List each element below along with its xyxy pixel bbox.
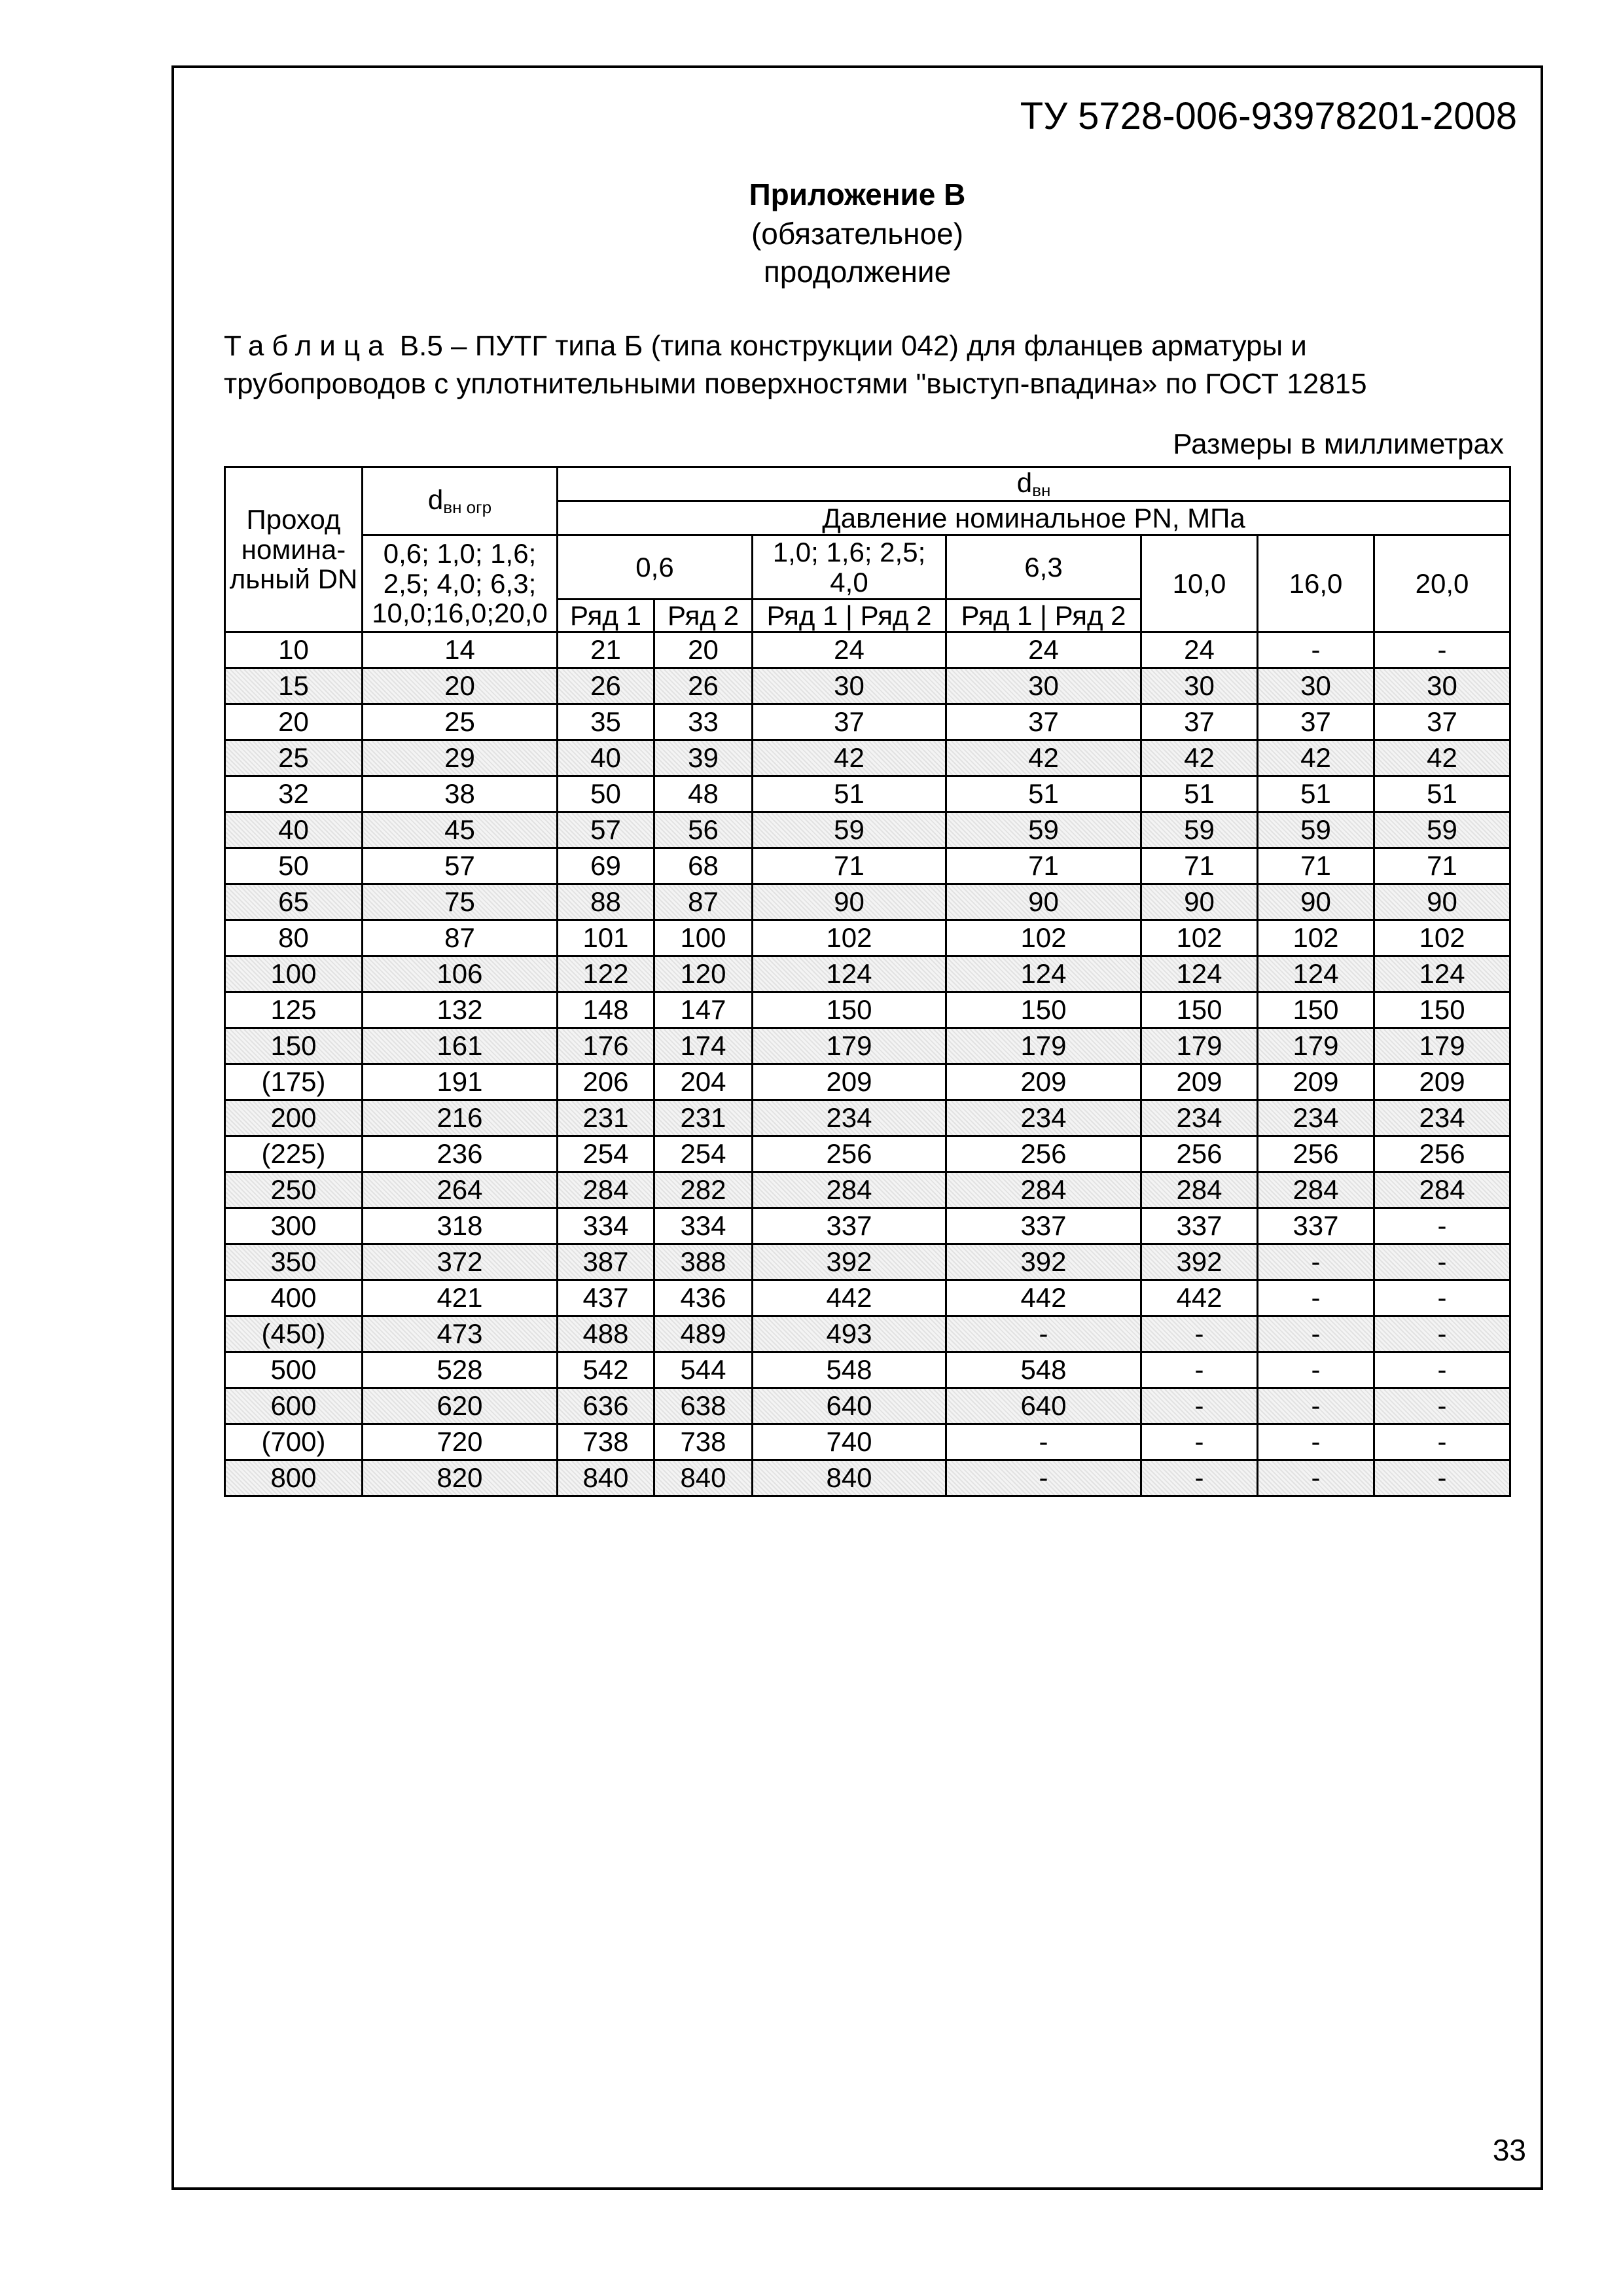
table-cell: 35 (558, 704, 654, 740)
table-cell: 20 (654, 632, 753, 668)
table-cell: 442 (1141, 1280, 1258, 1316)
table-cell: 256 (753, 1136, 946, 1172)
table-cell: 25 (225, 740, 363, 776)
table-cell: 738 (558, 1424, 654, 1460)
table-row (225, 1100, 1510, 1136)
dimensions-table (224, 466, 1511, 1497)
table-row (225, 812, 1510, 848)
table-cell: 264 (363, 1172, 558, 1208)
table-cell: 620 (363, 1388, 558, 1424)
header-row1-pn06: Ряд 1 (558, 600, 654, 632)
table-cell: 254 (558, 1136, 654, 1172)
table-cell: 209 (753, 1064, 946, 1100)
header-row1-pn63: Ряд 1 (961, 600, 1033, 631)
table-cell: 122 (558, 956, 654, 992)
table-row (225, 956, 1510, 992)
table-cell: 42 (1141, 740, 1258, 776)
table-cell: - (1374, 1316, 1510, 1352)
appendix-title: Приложение В (749, 177, 966, 211)
table-cell: 87 (654, 884, 753, 920)
table-cell: - (1258, 1424, 1374, 1460)
table-cell: 42 (946, 740, 1141, 776)
table-cell: 174 (654, 1028, 753, 1064)
table-cell: 42 (753, 740, 946, 776)
table-cell: 30 (753, 668, 946, 704)
table-cell: 179 (1374, 1028, 1510, 1064)
caption-label: Таблица (224, 330, 392, 362)
table-row (225, 1352, 1510, 1388)
table-cell: 740 (753, 1424, 946, 1460)
table-cell: 71 (753, 848, 946, 884)
table-cell: 388 (654, 1244, 753, 1280)
table-cell: 234 (753, 1100, 946, 1136)
table-cell: 68 (654, 848, 753, 884)
table-cell: 75 (363, 884, 558, 920)
table-cell: - (1141, 1316, 1258, 1352)
table-cell: 334 (558, 1208, 654, 1244)
table-cell: - (1258, 632, 1374, 668)
table-cell: 132 (363, 992, 558, 1028)
table-cell: 250 (225, 1172, 363, 1208)
table-cell: 102 (1374, 920, 1510, 956)
table-row (225, 1424, 1510, 1460)
table-cell: 209 (946, 1064, 1141, 1100)
table-cell: (450) (225, 1316, 363, 1352)
table-row (225, 1388, 1510, 1424)
table-cell: 204 (654, 1064, 753, 1100)
header-pn-06: 0,6 (558, 535, 753, 600)
table-cell: 548 (753, 1352, 946, 1388)
table-cell: 24 (1141, 632, 1258, 668)
table-cell: 124 (1141, 956, 1258, 992)
header-row2-pn10-40: Ряд 2 (860, 600, 932, 631)
table-cell: 256 (1374, 1136, 1510, 1172)
table-cell: 30 (1258, 668, 1374, 704)
table-cell: 120 (654, 956, 753, 992)
table-cell: 90 (1258, 884, 1374, 920)
table-cell: 30 (946, 668, 1141, 704)
table-cell: 236 (363, 1136, 558, 1172)
table-cell: 488 (558, 1316, 654, 1352)
table-cell: 59 (1141, 812, 1258, 848)
table-cell: 106 (363, 956, 558, 992)
table-cell: 161 (363, 1028, 558, 1064)
table-cell: 51 (946, 776, 1141, 812)
header-row2-pn06: Ряд 2 (654, 600, 753, 632)
table-cell: - (1258, 1460, 1374, 1496)
table-cell: 39 (654, 740, 753, 776)
table-cell: 636 (558, 1388, 654, 1424)
document-code: ТУ 5728-006-93978201-2008 (1020, 95, 1517, 137)
table-cell: 442 (753, 1280, 946, 1316)
table-cell: 284 (558, 1172, 654, 1208)
header-pn-10-40: 1,0; 1,6; 2,5; 4,0 (753, 535, 946, 600)
table-cell: - (1258, 1316, 1374, 1352)
table-cell: 191 (363, 1064, 558, 1100)
table-cell: 200 (225, 1100, 363, 1136)
table-cell: (175) (225, 1064, 363, 1100)
table-caption (224, 327, 1507, 403)
table-cell: 234 (1374, 1100, 1510, 1136)
table-row (225, 1244, 1510, 1280)
table-cell: 50 (225, 848, 363, 884)
table-cell: 234 (1258, 1100, 1374, 1136)
table-cell: 284 (1141, 1172, 1258, 1208)
table-cell: 90 (1141, 884, 1258, 920)
table-cell: 59 (946, 812, 1141, 848)
table-cell: 231 (558, 1100, 654, 1136)
table-row (225, 704, 1510, 740)
table-cell: 51 (1141, 776, 1258, 812)
table-cell: 392 (946, 1244, 1141, 1280)
table-cell: 26 (654, 668, 753, 704)
table-cell: - (1374, 1388, 1510, 1424)
table-cell: - (1374, 1280, 1510, 1316)
header-pn-100: 10,0 (1141, 535, 1258, 632)
header-rows-pn10-40: Ряд 1 | Ряд 2 (753, 600, 946, 632)
table-cell: 840 (753, 1460, 946, 1496)
table-cell: - (946, 1316, 1141, 1352)
table-cell: 37 (1374, 704, 1510, 740)
table-cell: 150 (946, 992, 1141, 1028)
table-cell: 150 (225, 1028, 363, 1064)
table-cell: 350 (225, 1244, 363, 1280)
table-cell: 372 (363, 1244, 558, 1280)
header-d-vn-sub: вн (1032, 480, 1051, 501)
table-row (225, 1280, 1510, 1316)
header-d-vn-main: d (1016, 467, 1033, 499)
table-cell: 71 (946, 848, 1141, 884)
table-cell: 179 (753, 1028, 946, 1064)
table-cell: - (946, 1460, 1141, 1496)
table-cell: 489 (654, 1316, 753, 1352)
table-cell: 20 (363, 668, 558, 704)
table-cell: 179 (1258, 1028, 1374, 1064)
table-row (225, 1064, 1510, 1100)
table-cell: 840 (654, 1460, 753, 1496)
page-frame (171, 65, 1543, 2190)
table-cell: - (1374, 1208, 1510, 1244)
table-cell: 37 (946, 704, 1141, 740)
table-cell: 26 (558, 668, 654, 704)
table-cell: 80 (225, 920, 363, 956)
table-row (225, 1172, 1510, 1208)
table-cell: 71 (1258, 848, 1374, 884)
table-row (225, 632, 1510, 668)
table-cell: 87 (363, 920, 558, 956)
table-cell: 231 (654, 1100, 753, 1136)
table-cell: 334 (654, 1208, 753, 1244)
table-cell: 387 (558, 1244, 654, 1280)
table-cell: 337 (946, 1208, 1141, 1244)
table-cell: 65 (225, 884, 363, 920)
table-cell: 179 (946, 1028, 1141, 1064)
table-cell: - (1374, 1244, 1510, 1280)
table-cell: 59 (1258, 812, 1374, 848)
table-cell: 318 (363, 1208, 558, 1244)
header-d-vn (558, 467, 1510, 501)
table-cell: 71 (1374, 848, 1510, 884)
table-cell: 337 (753, 1208, 946, 1244)
table-cell: 421 (363, 1280, 558, 1316)
header-pressure: Давление номинальное PN, МПа (558, 501, 1510, 535)
table-cell: 24 (753, 632, 946, 668)
table-cell: 150 (1374, 992, 1510, 1028)
table-cell: 337 (1258, 1208, 1374, 1244)
header-d-ogr-sub: вн огр (443, 497, 492, 518)
table-cell: 51 (753, 776, 946, 812)
table-cell: 37 (1141, 704, 1258, 740)
table-cell: 57 (363, 848, 558, 884)
table-cell: 738 (654, 1424, 753, 1460)
table-cell: 102 (946, 920, 1141, 956)
table-cell: 88 (558, 884, 654, 920)
caption-number: В.5 (399, 330, 443, 362)
table-cell: 179 (1141, 1028, 1258, 1064)
table-cell: - (1141, 1388, 1258, 1424)
table-cell: 24 (946, 632, 1141, 668)
table-cell: 473 (363, 1316, 558, 1352)
header-d-ogr-main: d (427, 484, 444, 516)
table-cell: 337 (1141, 1208, 1258, 1244)
table-cell: 640 (753, 1388, 946, 1424)
table-row (225, 1316, 1510, 1352)
table-cell: 284 (946, 1172, 1141, 1208)
table-cell: 256 (946, 1136, 1141, 1172)
table-cell: 820 (363, 1460, 558, 1496)
table-cell: 90 (753, 884, 946, 920)
table-cell: 150 (1141, 992, 1258, 1028)
table-cell: 600 (225, 1388, 363, 1424)
table-cell: 50 (558, 776, 654, 812)
table-cell: 124 (1258, 956, 1374, 992)
header-rows-pn63: Ряд 1 | Ряд 2 (946, 600, 1141, 632)
table-cell: 48 (654, 776, 753, 812)
table-cell: 638 (654, 1388, 753, 1424)
table-cell: - (1141, 1352, 1258, 1388)
caption-dash: – (451, 330, 467, 362)
table-cell: 216 (363, 1100, 558, 1136)
table-cell: 209 (1374, 1064, 1510, 1100)
table-cell: 209 (1141, 1064, 1258, 1100)
table-cell: 147 (654, 992, 753, 1028)
table-cell: 40 (225, 812, 363, 848)
table-cell: 124 (753, 956, 946, 992)
table-header (225, 467, 1510, 632)
table-cell: 125 (225, 992, 363, 1028)
table-row (225, 668, 1510, 704)
table-cell: 29 (363, 740, 558, 776)
table-cell: 150 (753, 992, 946, 1028)
table-cell: - (1258, 1280, 1374, 1316)
header-d-ogr (363, 467, 558, 535)
table-cell: 840 (558, 1460, 654, 1496)
table-cell: 493 (753, 1316, 946, 1352)
table-cell: 102 (1141, 920, 1258, 956)
table-cell: (700) (225, 1424, 363, 1460)
table-cell: 30 (1374, 668, 1510, 704)
table-body (225, 632, 1510, 1496)
table-cell: 33 (654, 704, 753, 740)
table-cell: 42 (1258, 740, 1374, 776)
table-cell: (225) (225, 1136, 363, 1172)
table-cell: 51 (1258, 776, 1374, 812)
table-cell: 300 (225, 1208, 363, 1244)
table-cell: 400 (225, 1280, 363, 1316)
table-cell: 284 (1258, 1172, 1374, 1208)
page-number: 33 (1492, 2133, 1526, 2167)
table-cell: - (946, 1424, 1141, 1460)
table-cell: 32 (225, 776, 363, 812)
table-cell: 720 (363, 1424, 558, 1460)
table-cell: 37 (1258, 704, 1374, 740)
table-cell: 442 (946, 1280, 1141, 1316)
header-pn-160: 16,0 (1258, 535, 1374, 632)
table-cell: 69 (558, 848, 654, 884)
table-cell: 51 (1374, 776, 1510, 812)
table-cell: 30 (1141, 668, 1258, 704)
table-cell: 10 (225, 632, 363, 668)
header-row2-pn63: Ряд 2 (1054, 600, 1126, 631)
table-row (225, 1460, 1510, 1496)
table-cell: 102 (1258, 920, 1374, 956)
table-cell: 25 (363, 704, 558, 740)
table-cell: - (1374, 1424, 1510, 1460)
table-cell: 38 (363, 776, 558, 812)
table-cell: 90 (1374, 884, 1510, 920)
units-note: Размеры в миллиметрах (1173, 428, 1504, 460)
table-cell: 59 (1374, 812, 1510, 848)
table-cell: 100 (225, 956, 363, 992)
table-cell: - (1258, 1352, 1374, 1388)
table-cell: - (1141, 1424, 1258, 1460)
table-cell: 500 (225, 1352, 363, 1388)
table-cell: 234 (1141, 1100, 1258, 1136)
table-cell: 57 (558, 812, 654, 848)
table-row (225, 776, 1510, 812)
table-cell: 148 (558, 992, 654, 1028)
header-ogr-pressures: 0,6; 1,0; 1,6; 2,5; 4,0; 6,3; 10,0;16,0;20,0 (363, 535, 558, 632)
appendix-type: (обязательное) (751, 217, 964, 251)
table-cell: 544 (654, 1352, 753, 1388)
table-cell: 254 (654, 1136, 753, 1172)
table-row (225, 740, 1510, 776)
header-pn-200: 20,0 (1374, 535, 1510, 632)
table-cell: - (1258, 1388, 1374, 1424)
caption-text: ПУТГ типа Б (типа конструкции 042) для фланцев арматуры и трубопроводов с уплотнительными поверхностями "выступ-впадина» по ГОСТ 12815 (224, 330, 1367, 400)
table-row (225, 1136, 1510, 1172)
table-cell: 90 (946, 884, 1141, 920)
table-cell: 102 (753, 920, 946, 956)
table-cell: 256 (1258, 1136, 1374, 1172)
table-cell: 640 (946, 1388, 1141, 1424)
table-cell: 71 (1141, 848, 1258, 884)
table-cell: 45 (363, 812, 558, 848)
header-pn-63: 6,3 (946, 535, 1141, 600)
table-cell: 800 (225, 1460, 363, 1496)
table-cell: 124 (1374, 956, 1510, 992)
table-cell: 209 (1258, 1064, 1374, 1100)
table-cell: - (1374, 1352, 1510, 1388)
header-dn: Проход номина-льный DN (225, 467, 363, 632)
table-row (225, 884, 1510, 920)
table-cell: - (1374, 632, 1510, 668)
table-cell: 437 (558, 1280, 654, 1316)
table-cell: 21 (558, 632, 654, 668)
table-cell: 256 (1141, 1136, 1258, 1172)
table-cell: 40 (558, 740, 654, 776)
table-cell: 542 (558, 1352, 654, 1388)
table-cell: 59 (753, 812, 946, 848)
table-cell: - (1141, 1460, 1258, 1496)
table-cell: 14 (363, 632, 558, 668)
table-row (225, 1208, 1510, 1244)
table-cell: 284 (753, 1172, 946, 1208)
table-cell: 124 (946, 956, 1141, 992)
table-row (225, 992, 1510, 1028)
table-cell: 20 (225, 704, 363, 740)
table-cell: 101 (558, 920, 654, 956)
table-cell: 37 (753, 704, 946, 740)
table-cell: 56 (654, 812, 753, 848)
table-cell: 284 (1374, 1172, 1510, 1208)
table-cell: - (1258, 1244, 1374, 1280)
table-cell: 15 (225, 668, 363, 704)
table-row (225, 1028, 1510, 1064)
table-cell: 548 (946, 1352, 1141, 1388)
table-cell: 282 (654, 1172, 753, 1208)
table-cell: 100 (654, 920, 753, 956)
table-cell: 206 (558, 1064, 654, 1100)
table-cell: 42 (1374, 740, 1510, 776)
table-cell: - (1374, 1460, 1510, 1496)
appendix-continuation: продолжение (763, 255, 952, 289)
header-row1-pn10-40: Ряд 1 (766, 600, 838, 631)
table-cell: 176 (558, 1028, 654, 1064)
table-cell: 234 (946, 1100, 1141, 1136)
table-cell: 150 (1258, 992, 1374, 1028)
table-row (225, 848, 1510, 884)
table-cell: 528 (363, 1352, 558, 1388)
table-cell: 392 (1141, 1244, 1258, 1280)
table-cell: 436 (654, 1280, 753, 1316)
table-row (225, 920, 1510, 956)
table-cell: 392 (753, 1244, 946, 1280)
